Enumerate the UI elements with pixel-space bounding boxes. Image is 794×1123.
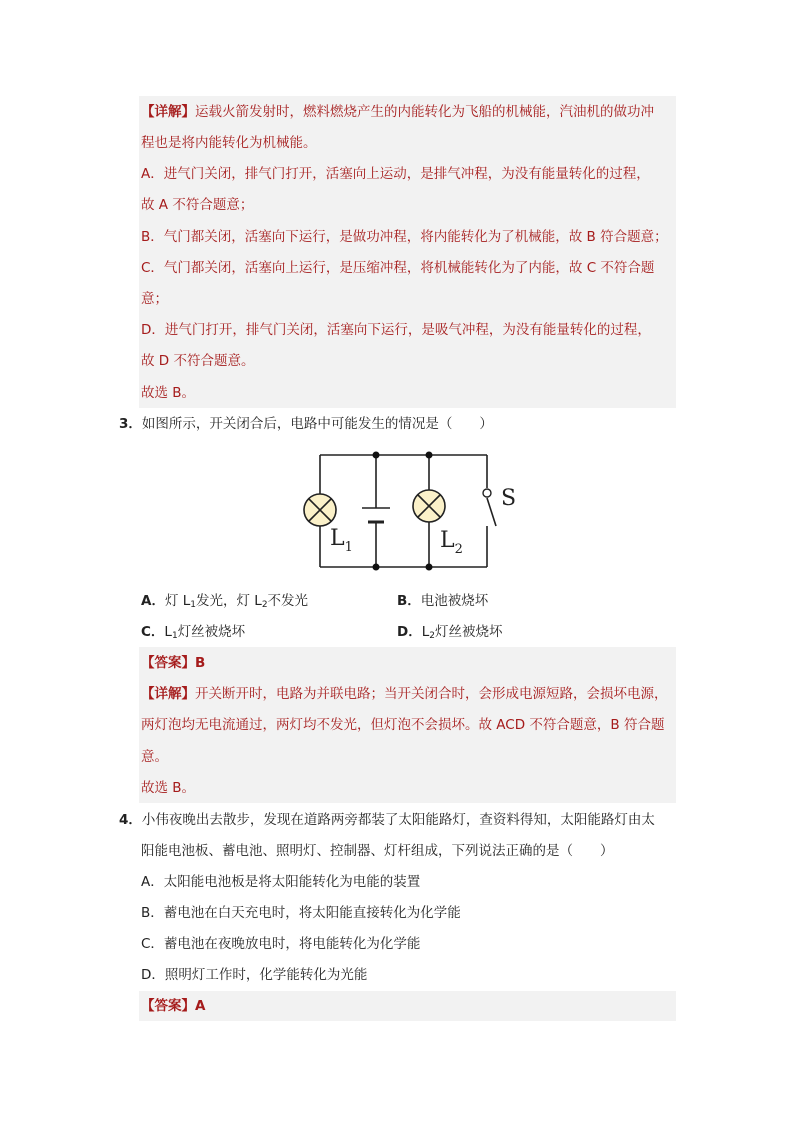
q2-option-a-line1: A．进气门关闭，排气门打开，活塞向上运动，是排气冲程，为没有能量转化的过程，	[141, 166, 650, 182]
switch-pivot	[483, 489, 491, 497]
q2-option-c-line1: C．气门都关闭，活塞向上运行，是压缩冲程，将机械能转化为了内能，故 C 不符合题	[141, 260, 655, 276]
switch-label: S	[501, 486, 517, 511]
junction-dot	[373, 564, 380, 571]
q3-option-b: B．电池被烧坏	[397, 593, 489, 609]
switch-blade	[487, 498, 496, 526]
q2-option-c-line2: 意；	[141, 291, 168, 307]
q3-stem: 3．如图所示，开关闭合后，电路中可能发生的情况是（ ）	[119, 416, 493, 432]
q4-number: 4．	[119, 812, 142, 828]
q2-option-d-line2: 故 D 不符合题意。	[141, 353, 255, 369]
q3-option-a: A．灯 $L_1$发光，灯 $L_2$不发光	[141, 593, 309, 610]
q4-option-c: C．蓄电池在夜晚放电时，将电能转化为化学能	[141, 936, 421, 952]
lamp-l2-icon	[413, 490, 445, 522]
q4-stem-line2: 阳能电池板、蓄电池、照明灯、控制器、灯杆组成，下列说法正确的是（ ）	[141, 843, 614, 859]
q4-option-a: A．太阳能电池板是将太阳能转化为电能的装置	[141, 874, 421, 890]
junction-dot	[373, 452, 380, 459]
q4-option-b: B．蓄电池在白天充电时，将太阳能直接转化为化学能	[141, 905, 461, 921]
q2-conclusion: 故选 B。	[141, 385, 196, 401]
lamp-l1-icon	[304, 494, 336, 526]
lamp-l2-label: $L_2$	[440, 528, 463, 557]
q4-answer: 【答案】A	[141, 998, 206, 1014]
lamp-l1-label: $L_1$	[330, 526, 353, 555]
junction-dot	[426, 452, 433, 459]
circuit-diagram	[292, 446, 532, 576]
q3-conclusion: 故选 B。	[141, 780, 196, 796]
q4-stem-line1: 4．小伟夜晚出去散步，发现在道路两旁都装了太阳能路灯，查资料得知，太阳能路灯由太	[119, 812, 655, 828]
q2-option-d-line1: D．进气门打开，排气门关闭，活塞向下运行，是吸气冲程，为没有能量转化的过程，	[141, 322, 651, 338]
q3-detail-line3: 意。	[141, 749, 168, 765]
q3-option-d: D．$L_2$灯丝被烧坏	[397, 624, 503, 641]
detail-label: 【详解】	[141, 104, 195, 120]
q3-option-c: C．$L_1$灯丝被烧坏	[141, 624, 246, 641]
q2-option-b: B．气门都关闭，活塞向下运行，是做功冲程，将内能转化为了机械能，故 B 符合题意；	[141, 229, 668, 245]
q2-detail-line2: 程也是将内能转化为机械能。	[141, 135, 317, 151]
q2-option-a-line2: 故 A 不符合题意；	[141, 197, 254, 213]
q3-answer: 【答案】B	[141, 655, 206, 671]
answer-block-q4	[139, 991, 676, 1021]
q4-option-d: D．照明灯工作时，化学能转化为光能	[141, 967, 368, 983]
junction-dot	[426, 564, 433, 571]
q3-number: 3．	[119, 416, 142, 432]
q2-detail-line1: 【详解】运载火箭发射时，燃料燃烧产生的内能转化为飞船的机械能，汽油机的做功冲	[141, 104, 654, 120]
q3-detail-line1: 【详解】开关断开时，电路为并联电路；当开关闭合时，会形成电源短路，会损坏电源，	[141, 686, 668, 702]
q3-detail-line2: 两灯泡均无电流通过，两灯均不发光，但灯泡不会损坏。故 ACD 不符合题意，B 符合题	[141, 717, 665, 733]
